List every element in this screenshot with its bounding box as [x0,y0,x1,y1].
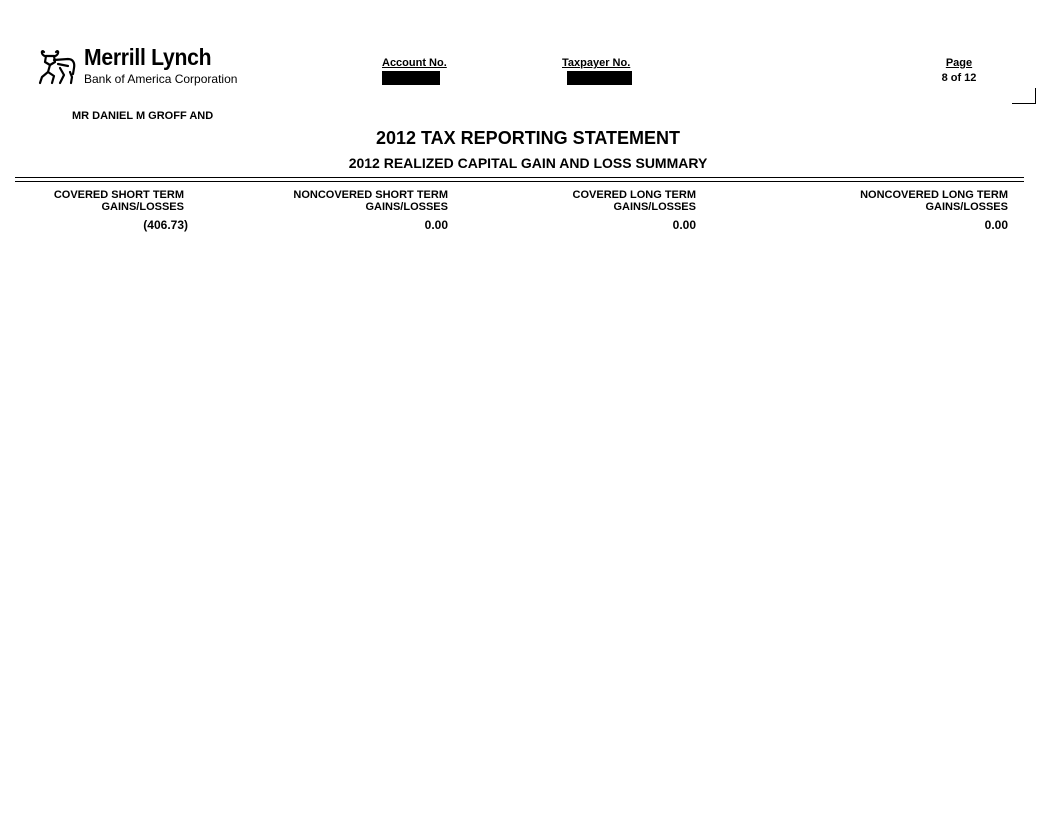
covered-long-term-value: 0.00 [672,218,696,232]
corner-mark [1012,103,1036,104]
column-subheading: GAINS/LOSSES [101,201,184,213]
summary-column-noncovered-short [293,189,448,213]
column-heading: NONCOVERED SHORT TERM [293,189,448,201]
statement-title: 2012 TAX REPORTING STATEMENT [375,128,681,148]
page-number: 8 of 12 [941,72,977,84]
noncovered-short-term-value: 0.00 [424,218,448,232]
statement-subtitle: 2012 REALIZED CAPITAL GAIN AND LOSS SUMMARY [348,155,708,171]
corner-mark-vertical [1035,88,1036,104]
column-subheading: GAINS/LOSSES [925,201,1008,213]
divider-top [15,177,1024,178]
summary-column-noncovered-long [860,189,1008,213]
taxpayer-number-redacted [567,71,632,85]
summary-column-covered-long [573,189,696,213]
brand-name: Merrill Lynch [84,44,212,70]
covered-short-term-value: (406.73) [143,218,188,232]
column-heading: COVERED LONG TERM [572,189,696,201]
noncovered-long-term-value: 0.00 [984,218,1008,232]
column-subheading: GAINS/LOSSES [365,201,448,213]
client-name: MR DANIEL M GROFF AND [72,110,214,122]
divider-bottom [15,181,1024,182]
brand-subtitle: Bank of America Corporation [84,72,238,86]
column-heading: NONCOVERED LONG TERM [860,189,1008,201]
bull-icon [38,46,78,86]
account-number-redacted [382,71,440,85]
page-label: Page [945,57,973,69]
column-subheading: GAINS/LOSSES [613,201,696,213]
merrill-lynch-logo [38,44,248,90]
account-number-label: Account No. [382,57,447,69]
taxpayer-number-label: Taxpayer No. [562,57,631,69]
summary-column-covered-short [54,189,184,213]
column-heading: COVERED SHORT TERM [53,189,184,201]
